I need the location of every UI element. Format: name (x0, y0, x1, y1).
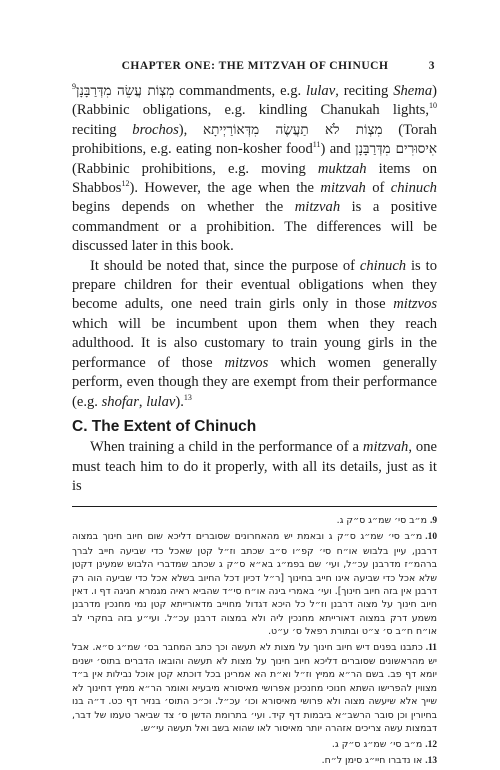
footnote-ref: 9 (72, 82, 76, 92)
text-span: ) and (320, 141, 356, 158)
text-span: It should be noted that, since the purpose of (90, 257, 360, 274)
text-span: is to prepare children for their eventual obligations when they become adults, one need train girls only in those (72, 257, 437, 313)
emphasis-term: mitzvah (294, 199, 341, 216)
emphasis-term: mitzvos (393, 296, 437, 313)
text-span: items on Shabbos (72, 160, 437, 197)
footnote-divider (72, 506, 437, 507)
emphasis-term: mitzvah (320, 180, 366, 197)
emphasis-term: shofar (101, 393, 139, 410)
footnote-text: מ״ב סי׳ שמ״ג ס״ק ג. (336, 515, 427, 526)
footnote-ref: 10 (429, 101, 437, 111)
emphasis-term: lulav (146, 393, 176, 410)
text-span: When training a child in the performance of a (90, 439, 363, 456)
emphasis-term: brochos (132, 121, 179, 138)
footnote-number: 9. (429, 516, 437, 526)
text-span: ). (175, 393, 184, 410)
footnote (72, 641, 437, 736)
text-span: which women generally perform, even though they are exempt from their performance (e.g. (72, 354, 437, 410)
text-span: ), (178, 121, 204, 138)
footnote-text: מ״ב סי׳ שמ״ג ס״ק ג ובאמת יש מהאחרונים שסוברים דליכא שום חיוב חינוך במצוה דרבנן, עיין בלבוש או״ח סי׳ קפ״ו ס״ב שכתב וז״ל קטן שאכל כדי שביעה חייב לברך ברהמ״ז מדרבנן עכ״ל, ועי׳ שם בפמ״ג בא״א ס״ק ג שכתב שמדברי הלבוש שמעינן דקטן שלא אכל כדי שביעה אינו חייב בחינוך [ר״ל דכיון דכל החיוב בשלא אכל כדי שביעה הוה רק דרבנן אין בזה חיוב חינוך]. ועי׳ באמרי בינה או״ח סי״ד שהביא ראיה מגמרא חגיגה דף ו. דאין חיוב חינוך על מצוה דרבנן וז״ל כל היכא דגדול מחוייב מדאורייתא קטן נמי מחנכין מדרבנן משמע דרק במצוה דאורייתא מחנכין ליה ולא במצוה דרבנן עכ״ל. ועי״ע בזה בחקרי לב או״ח ח״ב ס׳ צ״ט ובתורת רפאל ס׳ ע״ט. (72, 531, 437, 638)
chapter-title: CHAPTER ONE: THE MITZVAH OF CHINUCH (121, 60, 389, 72)
emphasis-term: mitzvos (224, 354, 269, 371)
emphasis-term: Shema (393, 83, 433, 99)
footnote-text: כתבנו בפנים דיש חיוב חינוך על מצות לא תעשה וכך כתב המחבר בס׳ שמ״ג ס״א. אבל יש מהראשונים שסוברים דליכא חיוב חינוך על מצות לא תעשה והובאו הדברים בתוס׳ ישנים יומא דף פב. בשם הר״א ממיץ וז״ל וא״ת הא אמרינן בכל דוכתא קטן אוכל נבילות אין ב״ד מצווין להפרישו השתא חנוכי מחנכינן אפרושי מאיסורא מיבעיא ואומר הר״א ממיץ דחינוך לא שייך אלא שיעשה מצוה ולא פרושי מאיסורא וכו׳ עכ״ל. וכ״כ התוס׳ בנזיר דף כט. ד״ה בנו בחיורין וכן סובר הרשב״א ביבמות דף קיד. ועי׳ בתרומת הדשן ס׳ צד שביאר טעמו של דבר, דבמצות עשה צריכים אזהרה יותר מאיסור לאו שהוא בשב ואל תעשה עי״ש. (72, 641, 437, 735)
text-span: , one must teach him to do it properly, with all its details, just as it is (72, 439, 437, 495)
footnote-number: 11. (425, 642, 437, 653)
paragraph-1 (72, 82, 437, 257)
text-span: (Rabbinic prohibitions, e.g. moving (72, 160, 318, 177)
footnote-ref: 13 (183, 392, 192, 402)
section-heading: C. The Extent of Chinuch (72, 417, 257, 435)
footnote-ref: 11 (312, 140, 321, 150)
paragraph-2 (72, 257, 437, 412)
emphasis-term: lulav (306, 83, 336, 99)
text-span: which will be incumbent upon them when they reach adulthood. It is also customary to train young girls in the performance of those (72, 315, 437, 371)
footnote (72, 514, 437, 528)
text-span: ). However, the age when the (129, 180, 321, 197)
emphasis-term: chinuch (390, 180, 437, 197)
hebrew-term: אִיסוּרִים מִדְּרַבָּנָן (355, 141, 437, 158)
footnote-text: מ״ב סי׳ שמ״ג ס״ק ג. (331, 738, 423, 750)
text-span: begins depends on whether the (72, 199, 295, 216)
text-span: ) (Rabbinic obligations, e.g. kindling Chanukah lights, (72, 83, 437, 119)
footnote-number: 12. (425, 739, 437, 750)
main-text (72, 82, 437, 497)
emphasis-term: muktzah (317, 160, 367, 177)
footnote-number: 10. (425, 532, 437, 543)
emphasis-term: mitzvah (362, 439, 409, 456)
hebrew-term: מִצְוֹת עֲשֵׂה מִדְּרַבָּנָן (76, 83, 175, 99)
footnote-number: 13. (425, 755, 437, 766)
text-span: , reciting (335, 83, 394, 99)
text-span: commandments, e.g. (174, 83, 307, 99)
footnotes (72, 514, 437, 770)
footnote (72, 754, 437, 768)
hebrew-term: מִצְוֹת לֹא תַעֲשֶׂה מִדְּאוֹרַיְיתָא (203, 121, 383, 138)
footnote-text: או נדברו חיי״ג סימן ל״ח. (321, 754, 423, 766)
text-span: (Torah prohibitions, e.g. eating non-kosher food (72, 121, 437, 158)
text-span: reciting (72, 121, 133, 138)
footnote (72, 530, 437, 638)
text-span: is a positive commandment or a prohibition. The differences will be discussed later in this book. (72, 199, 437, 255)
running-header (75, 60, 435, 72)
text-span: , (138, 393, 147, 410)
page-number: 3 (428, 60, 435, 72)
text-span: of (365, 180, 391, 197)
emphasis-term: chinuch (359, 257, 407, 274)
footnote-ref: 12 (121, 179, 130, 189)
paragraph-3 (72, 438, 437, 496)
